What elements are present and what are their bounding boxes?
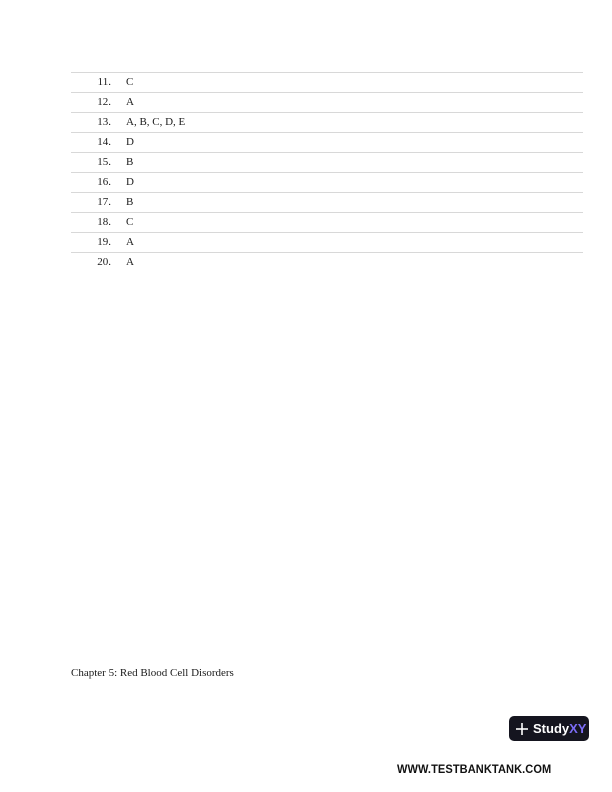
- answer-value: A: [126, 96, 134, 108]
- badge-xy-text: XY: [569, 721, 587, 736]
- answer-key-body: [71, 73, 583, 273]
- question-number: 15.: [97, 156, 111, 168]
- answer-value: C: [126, 76, 134, 88]
- site-url: WWW.TESTBANKTANK.COM: [397, 762, 552, 776]
- question-number: 17.: [97, 196, 111, 208]
- chapter-footer: Chapter 5: Red Blood Cell Disorders: [71, 667, 234, 679]
- answer-row: [71, 253, 583, 273]
- answer-value: B: [126, 156, 134, 168]
- answer-value: C: [126, 216, 134, 228]
- question-number: 14.: [97, 136, 111, 148]
- question-number: 19.: [97, 236, 111, 248]
- question-number: 12.: [97, 96, 111, 108]
- answer-row: [71, 133, 583, 153]
- answer-row: [71, 193, 583, 213]
- question-number: 11.: [97, 76, 111, 88]
- answer-row: [71, 73, 583, 93]
- answer-row: [71, 173, 583, 193]
- answer-key-table: [71, 72, 583, 272]
- answer-row: [71, 153, 583, 173]
- answer-value: A, B, C, D, E: [126, 116, 186, 128]
- answer-row: [71, 213, 583, 233]
- answer-row: [71, 93, 583, 113]
- answer-value: A: [126, 256, 134, 268]
- question-number: 16.: [97, 176, 111, 188]
- studyxy-badge: [509, 716, 589, 741]
- answer-value: D: [126, 136, 134, 148]
- badge-study-text: Study: [533, 721, 570, 736]
- plus-icon: [515, 722, 529, 736]
- answer-value: A: [126, 236, 134, 248]
- question-number: 18.: [97, 216, 111, 228]
- answer-row: [71, 233, 583, 253]
- answer-row: [71, 113, 583, 133]
- question-number: 13.: [97, 116, 111, 128]
- question-number: 20.: [97, 256, 111, 268]
- answer-value: D: [126, 176, 134, 188]
- answer-value: B: [126, 196, 134, 208]
